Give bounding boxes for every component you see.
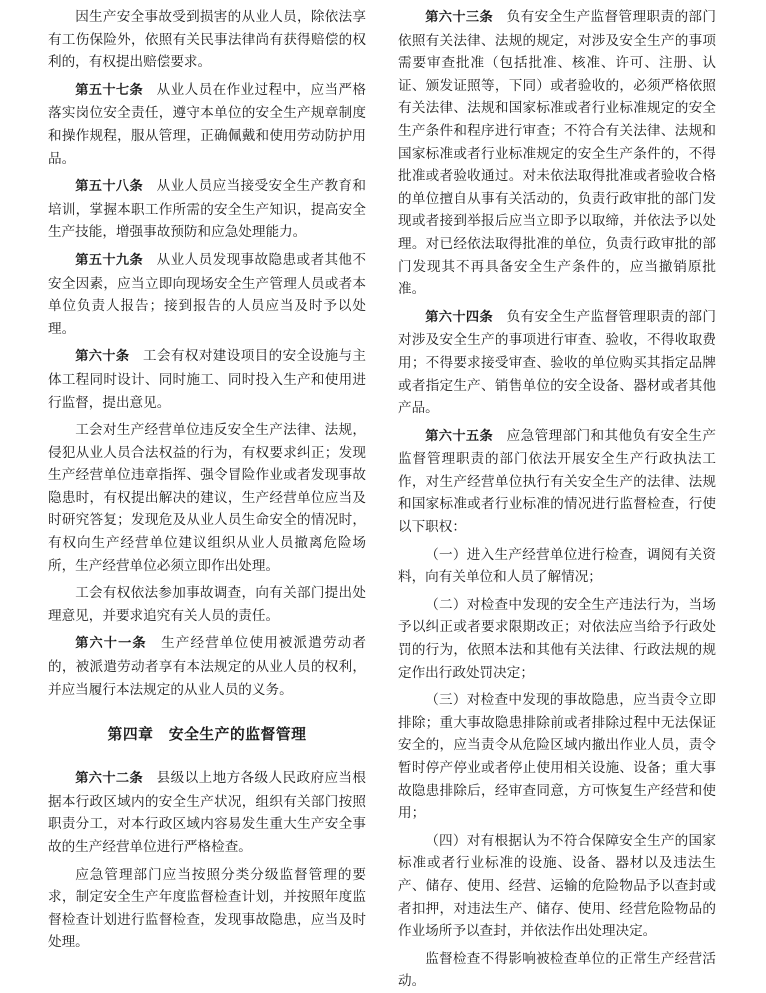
article-63-text: 负有安全生产监督管理职责的部门依照有关法律、法规的规定，对涉及安全生产的事项需要审查批准（包括批准、核准、许可、注册、认证、颁发证照等，下同）或者验收的，必须严格依照有关法律、法规和国家标准或者行业标准规定的安全生产条件和程序进行审查；不符合有关法律、法规和国家标准或者行业标准规定的安全生产条件的，不得批准或者验收通过。对未依法取得批准或者验收合格的单位擅自从事有关活动的，负责行政审批的部门发现或者接到举报后应当立即予以取缔，并依法予以处理。对已经依法取得批准的单位，负责行政审批的部门发现其不再具备安全生产条件的，应当撤销原批准。 [398, 9, 717, 298]
article-60 [48, 345, 366, 414]
chapter-heading [48, 722, 366, 748]
list-item-4: （四）对有根据认为不符合保障安全生产的国家标准或者行业标准的设施、设备、器材以及违法生产、储存、使用、经营、运输的危险物品予以查封或者扣押，对违法生产、储存、使用、经营危险物品的作业场所予以查封，并依法作出处理决定。 [398, 832, 716, 940]
article-64-text: 负有安全生产监督管理职责的部门对涉及安全生产的事项进行审查、验收，不得收取费用；不得要求接受审查、验收的单位购买其指定品牌或者指定生产、销售单位的安全设备、器材或者其他产品。 [398, 308, 717, 417]
paragraph-union-rights: 工会对生产经营单位违反安全生产法律、法规，侵犯从业人员合法权益的行为，有权要求纠正；发现生产经营单位违章指挥、强令冒险作业或者发现事故隐患时，有权提出解决的建议，生产经营单位应当及时研究答复；发现危及从业人员生命安全的情况时，有权向生产经营单位建议组织从业人员撤离危险场所，生产经营单位必须立即作出处理。 [48, 422, 366, 574]
article-57-label: 第五十七条 [75, 82, 144, 98]
left-column [48, 0, 366, 954]
article-58 [48, 175, 366, 244]
article-58-label: 第五十八条 [75, 179, 144, 195]
article-62-text: 县级以上地方各级人民政府应当根据本行政区域内的安全生产状况，组织有关部门按照职责分工，对本行政区域内容易发生重大生产安全事故的生产经营单位进行严格检查。 [48, 770, 367, 855]
article-65-text: 应急管理部门和其他负有安全生产监督管理职责的部门依法开展安全生产行政执法工作，对生产经营单位执行有关安全生产的法律、法规和国家标准或者行业标准的情况进行监督检查，行使以下职权： [398, 427, 717, 536]
article-60-label: 第六十条 [75, 349, 130, 365]
article-61-label: 第六十一条 [75, 636, 147, 652]
article-62-label: 第六十二条 [75, 771, 144, 787]
chapter-number: 第四章 [107, 726, 154, 744]
article-64-label: 第六十四条 [425, 309, 494, 325]
list-item-2: （二）对检查中发现的安全生产违法行为，当场予以纠正或者要求限期改正；对依法应当给予行政处罚的行为，依照本法和其他有关法律、行政法规的规定作出行政处罚决定； [398, 596, 716, 681]
article-63-label: 第六十三条 [425, 10, 494, 25]
article-63 [398, 6, 716, 301]
paragraph-emergency-plan: 应急管理部门应当按照分类分级监督管理的要求，制定安全生产年度监督检查计划，并按照年度监督检查计划进行监督检查，发现事故隐患，应当及时处理。 [48, 866, 366, 951]
article-58-text: 从业人员应当接受安全生产教育和培训，掌握本职工作所需的安全生产知识，提高安全生产技能，增强事故预防和应急处理能力。 [48, 178, 367, 241]
article-65 [398, 425, 716, 539]
article-64 [398, 306, 716, 420]
article-59-text: 从业人员发现事故隐患或者其他不安全因素，应当立即向现场安全生产管理人员或者本单位负责人报告；接到报告的人员应当及时予以处理。 [48, 251, 367, 337]
article-62 [48, 767, 366, 858]
article-61-text: 生产经营单位使用被派遣劳动者的，被派遣劳动者享有本法规定的从业人员的权利，并应当履行本法规定的从业人员的义务。 [48, 635, 366, 698]
list-item-3: （三）对检查中发现的事故隐患，应当责令立即排除；重大事故隐患排除前或者排除过程中无法保证安全的，应当责令从危险区域内撤出作业人员，责令暂时停产停业或者停止使用相关设施、设备；重大事故隐患排除后，经审查同意，方可恢复生产经营和使用； [398, 692, 716, 822]
article-59-label: 第五十九条 [75, 252, 144, 268]
article-61 [48, 632, 366, 701]
list-item-1: （一）进入生产经营单位进行检查，调阅有关资料，向有关单位和人员了解情况； [398, 546, 716, 586]
article-57-text: 从业人员在作业过程中，应当严格落实岗位安全责任，遵守本单位的安全生产规章制度和操作规程，服从管理，正确佩戴和使用劳动防护用品。 [48, 81, 367, 167]
paragraph-inspection-note: 监督检查不得影响被检查单位的正常生产经营活动。 [398, 950, 716, 990]
article-60-text: 工会有权对建设项目的安全设施与主体工程同时设计、同时施工、同时投入生产和使用进行监督，提出意见。 [48, 348, 367, 411]
article-65-label: 第六十五条 [425, 428, 494, 444]
paragraph-union-investigation: 工会有权依法参加事故调查，向有关部门提出处理意见，并要求追究有关人员的责任。 [48, 585, 366, 624]
chapter-title: 安全生产的监督管理 [168, 726, 307, 744]
right-column [398, 0, 716, 993]
paragraph-compensation: 因生产安全事故受到损害的从业人员，除依法享有工伤保险外，依照有关民事法律尚有获得赔偿的权利的，有权提出赔偿要求。 [48, 9, 366, 71]
article-57 [48, 79, 366, 170]
article-59 [48, 249, 366, 340]
